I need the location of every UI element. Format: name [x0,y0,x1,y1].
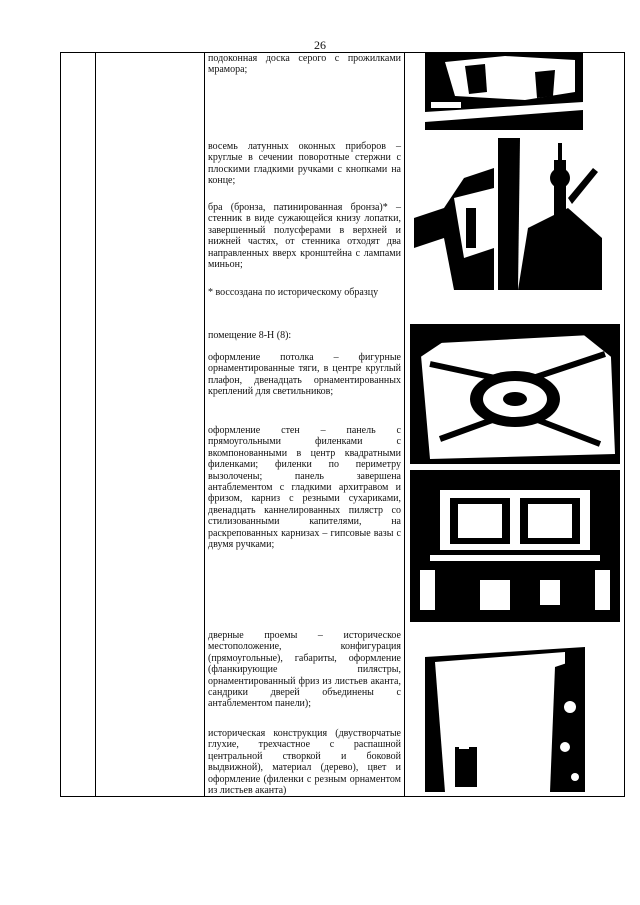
document-table [60,52,625,797]
paragraph-window-devices: восемь латунных оконных приборов – круглые в сечении поворотные стержни с плоскими гладкими ручками с кнопками на конце; [208,141,401,187]
paragraph-room-heading: помещение 8-Н (8): [208,330,292,341]
window-sill-photo [425,52,583,130]
paragraph-footnote: * воссоздана по историческому образцу [208,287,379,298]
table-column-divider [95,52,96,797]
wall-sconce-photo [498,138,602,290]
paragraph-sconce: бра (бронза, патинированная бронза)* – стенник в виде сужающейся книзу лопатки, завершенный полусферами в верхней и нижней частях, от стенника отходят два направленных вверх кронштейна с лампами миньон; [208,202,401,271]
page-number: 26 [314,38,326,52]
paragraph-doorways: дверные проемы – историческое местоположение, конфигурация (прямоугольные), габариты, оформление (фланкирующие пилястры, орнаментированный фриз из листьев аканта, сандрики дверей объединены с антаблементом панели); [208,630,401,710]
table-column-divider [404,52,405,797]
paragraph-walls: оформление стен – панель с прямоугольными филенками с вкомпонованными в центр квадратными филенками; филенки по периметру вызолочены; панель завершена антаблементом с гладкими архитравом и фризом, карниз с резными сухариками, двенадцать каннелированных пилястр со стилизованными капителями, на раскрепованных карнизах – гипсовые вазы с двумя ручками; [208,425,401,551]
wall-panel-photo [410,470,620,622]
ceiling-photo [410,324,620,464]
table-column-divider [204,52,205,797]
table-border-right [624,52,625,797]
paragraph-window-sill: подоконная доска серого с прожилками мрамора; [208,53,401,76]
table-border-left [60,52,61,797]
window-handle-photo [414,138,494,290]
doorway-photo [425,627,585,792]
paragraph-door-construction: историческая конструкция (двустворчатые глухие, трехчастное с распашной центральной створкой и боковой выдвижной), материал (дерево), цвет и оформление (филенки с резным орнаментом из листьев аканта) [208,728,401,797]
paragraph-ceiling: оформление потолка – фигурные орнаментированные тяги, в центре круглый плафон, двенадцать орнаментированных креплений для светильников; [208,352,401,398]
